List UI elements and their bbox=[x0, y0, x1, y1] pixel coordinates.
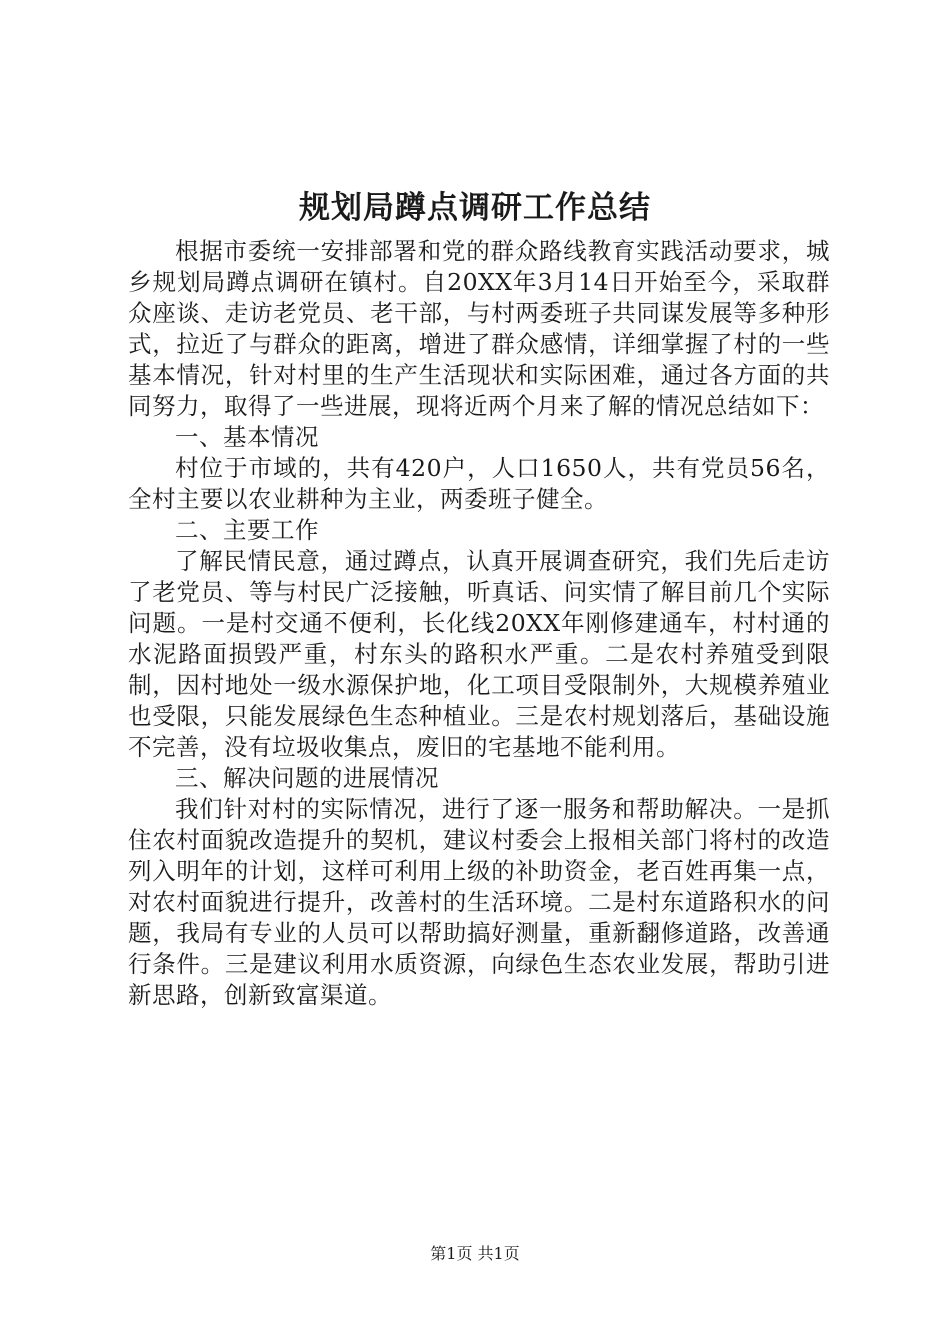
basic-info-paragraph: 村位于市域的，共有420户，人口1650人，共有党员56名，全村主要以农业耕种为主业，两委班子健全。 bbox=[128, 454, 830, 513]
page-footer: 第1页 共1页 bbox=[430, 1244, 520, 1263]
main-work-paragraph: 了解民情民意，通过蹲点，认真开展调查研究，我们先后走访了老党员、等与村民广泛接触，听真话、问实情了解目前几个实际问题。一是村交通不便利，长化线20XX年刚修建通车，村村通的水泥路面损毁严重，村东头的路积水严重。二是农村养殖受到限制，因村地处一级水源保护地，化工项目受限制外，大规模养殖业也受限，只能发展绿色生态种植业。三是农村规划落后，基础设施不完善，没有垃圾收集点，废旧的宅基地不能利用。 bbox=[128, 547, 830, 761]
document-title: 规划局蹲点调研工作总结 bbox=[299, 190, 651, 226]
section-heading-progress: 三、解决问题的进展情况 bbox=[175, 764, 439, 792]
intro-paragraph: 根据市委统一安排部署和党的群众路线教育实践活动要求，城乡规划局蹲点调研在镇村。自20XX年3月14日开始至今，采取群众座谈、走访老党员、老干部，与村两委班子共同谋发展等多种形式，拉近了与群众的距离，增进了群众感情，详细掌握了村的一些基本情况，针对村里的生产生活现状和实际困难，通过各方面的共同努力，取得了一些进展，现将近两个月来了解的情况总结如下： bbox=[128, 237, 830, 420]
document-body bbox=[128, 236, 830, 1011]
section-heading-basic: 一、基本情况 bbox=[175, 423, 319, 451]
progress-paragraph: 我们针对村的实际情况，进行了逐一服务和帮助解决。一是抓住农村面貌改造提升的契机，建议村委会上报相关部门将村的改造列入明年的计划，这样可利用上级的补助资金，老百姓再集一点，对农村面貌进行提升，改善村的生活环境。二是村东道路积水的问题，我局有专业的人员可以帮助搞好测量，重新翻修道路，改善通行条件。三是建议利用水质资源，向绿色生态农业发展，帮助引进新思路，创新致富渠道。 bbox=[128, 795, 830, 1009]
section-heading-main-work: 二、主要工作 bbox=[175, 516, 319, 544]
